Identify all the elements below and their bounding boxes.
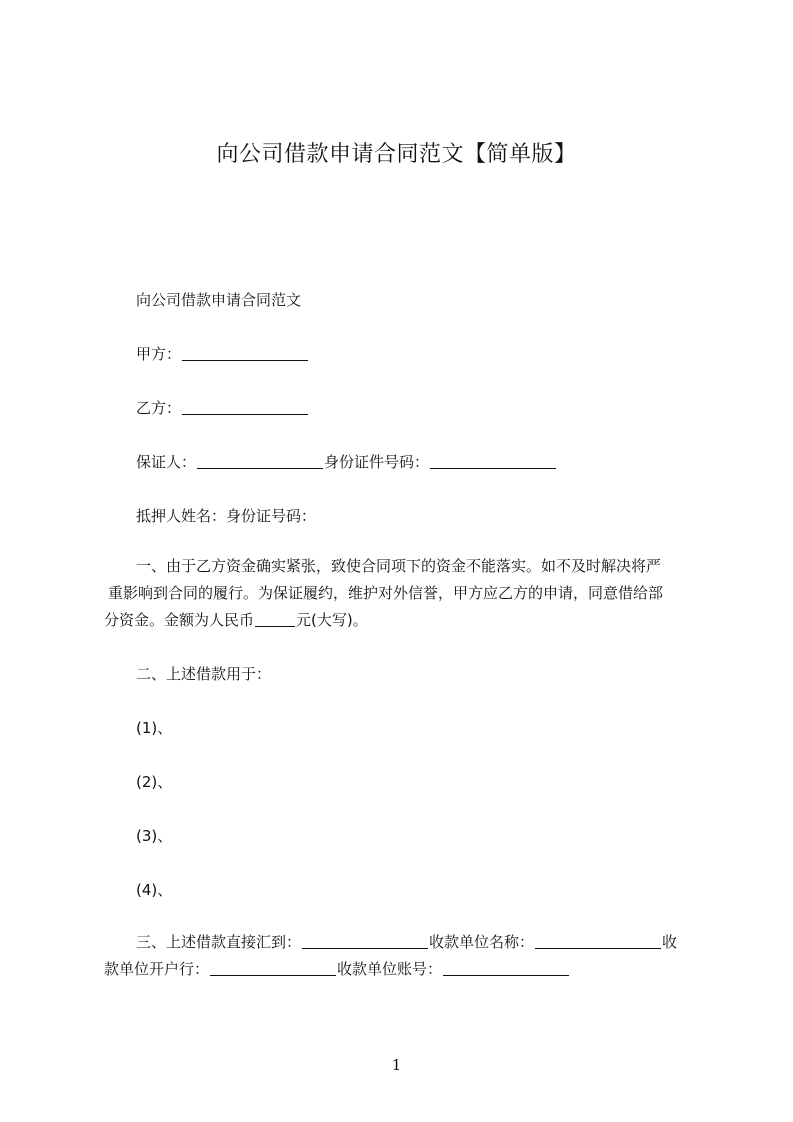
guarantor-id-label: 身份证件号码： (324, 453, 430, 471)
clause-1 (104, 553, 704, 634)
clause-1-line-3 (104, 607, 704, 634)
clause-2-item-3: (3)、 (136, 827, 173, 845)
clause-3-line-2 (104, 956, 704, 983)
amount-suffix: 元(大写)。 (296, 611, 368, 629)
clause-2-item-2: (2)、 (136, 773, 173, 791)
bank-label: 款单位开户行： (104, 960, 210, 978)
party-a-line (136, 342, 309, 366)
clause-2-heading: 二、上述借款用于： (136, 665, 272, 683)
bank-blank (210, 960, 336, 976)
payee-name-label: 收款单位名称： (429, 933, 535, 951)
amount-prefix: 分资金。金额为人民币 (104, 611, 255, 629)
clause-2-item-1: (1)、 (136, 719, 173, 737)
clause-3 (104, 929, 704, 983)
subtitle: 向公司借款申请合同范文 (136, 291, 302, 309)
document-title: 向公司借款申请合同范文【简单版】 (216, 142, 577, 167)
party-a-blank (182, 345, 308, 361)
guarantor-id-blank (430, 453, 556, 469)
payee-name-blank (535, 933, 661, 949)
party-b-blank (182, 399, 308, 415)
clause-2-item-4: (4)、 (136, 881, 173, 899)
page-number: 1 (391, 1056, 402, 1074)
account-label: 收款单位账号： (337, 960, 443, 978)
clause-1-line-1: 一、由于乙方资金确实紧张，致使合同项下的资金不能落实。如不及时解决将严 (136, 557, 662, 575)
party-b-label: 乙方： (136, 399, 182, 417)
clause-3-prefix: 三、上述借款直接汇到： (136, 933, 302, 951)
clause-3-line-1 (104, 929, 704, 956)
mortgagor-line: 抵押人姓名：身份证号码： (136, 507, 317, 525)
guarantor-line (136, 450, 557, 474)
guarantor-blank (197, 453, 323, 469)
remit-blank (302, 933, 428, 949)
party-a-label: 甲方： (136, 345, 182, 363)
guarantor-label: 保证人： (136, 453, 197, 471)
account-blank (443, 960, 569, 976)
clause-3-tail: 收 (662, 933, 678, 951)
party-b-line (136, 396, 309, 420)
amount-blank (255, 611, 295, 627)
clause-1-line-2: 重影响到合同的履行。为保证履约，维护对外信誉，甲方应乙方的申请，同意借给部 (108, 584, 664, 602)
